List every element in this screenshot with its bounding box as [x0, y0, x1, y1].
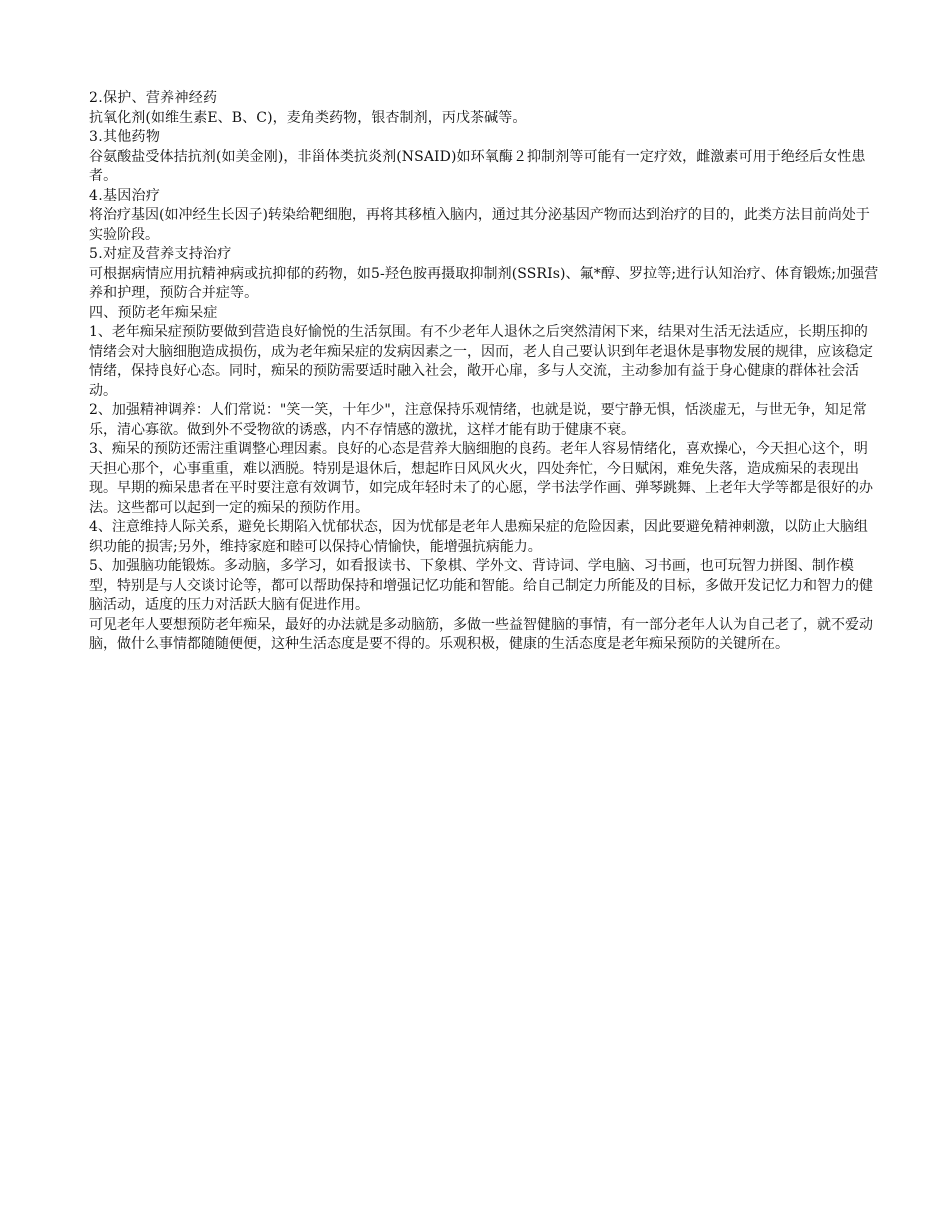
section-heading-supportive-treatment: 5.对症及营养支持治疗	[89, 246, 232, 262]
paragraph-prevention-2: 2、加强精神调养：人们常说："笑一笑，十年少"，注意保持乐观情绪，也就是说，要宁静无惧，恬淡虚无，与世无争，知足常乐，清心寡欲。做到外不受物欲的诱惑，内不存情感的激扰，这样才能有助于健康不衰。	[89, 402, 867, 438]
paragraph-prevention-4: 4、注意维持人际关系，避免长期陷入忧郁状态，因为忧郁是老年人患痴呆症的危险因素，因此要避免精神刺激，以防止大脑组织功能的损害;另外，维持家庭和睦可以保持心情愉快，能增强抗病能力。	[89, 519, 868, 555]
paragraph-prevention-1: 1、老年痴呆症预防要做到营造良好愉悦的生活氛围。有不少老年人退休之后突然清闲下来，结果对生活无法适应，长期压抑的情绪会对大脑细胞造成损伤，成为老年痴呆症的发病因素之一，因而，老人自己要认识到年老退休是事物发展的规律，应该稳定情绪，保持良好心态。同时，痴呆的预防需要适时融入社会，敞开心扉，多与人交流，主动参加有益于身心健康的群体社会活动。	[89, 324, 873, 399]
section-heading-neuro-drugs: 2.保护、营养神经药	[89, 90, 218, 106]
section-heading-gene-therapy: 4.基因治疗	[89, 187, 161, 204]
paragraph-conclusion: 可见老年人要想预防老年痴呆，最好的办法就是多动脑筋，多做一些益智健脑的事情，有一部分老年人认为自己老了，就不爱动脑，做什么事情都随随便便，这种生活态度是要不得的。乐观积极，健康的生活态度是老年痴呆预防的关键所在。	[89, 616, 873, 652]
paragraph-supportive-treatment: 可根据病情应用抗精神病或抗抑郁的药物，如5-羟色胺再摄取抑制剂(SSRIs)、氟*醇、罗拉等;进行认知治疗、体育锻炼;加强营养和护理，预防合并症等。	[89, 265, 879, 301]
paragraph-other-drugs: 谷氨酸盐受体拮抗剂(如美金刚)，非甾体类抗炎剂(NSAID)如环氧酶２抑制剂等可能有一定疗效，雌激素可用于绝经后女性患者。	[89, 148, 866, 184]
document-page	[89, 89, 879, 655]
paragraph-antioxidants: 抗氧化剂(如维生素E、B、C)，麦角类药物，银杏制剂，丙戊茶碱等。	[89, 109, 527, 126]
paragraph-gene-therapy: 将治疗基因(如冲经生长因子)转染给靶细胞，再将其移植入脑内，通过其分泌基因产物而达到治疗的目的，此类方法目前尚处于实验阶段。	[89, 207, 870, 243]
section-heading-other-drugs: 3.其他药物	[89, 129, 161, 145]
paragraph-prevention-3: 3、痴呆的预防还需注重调整心理因素。良好的心态是营养大脑细胞的良药。老年人容易情绪化，喜欢操心，今天担心这个，明天担心那个，心事重重，难以洒脱。特别是退休后，想起昨日风风火火，四处奔忙，今日赋闲，难免失落，造成痴呆的表现出现。早期的痴呆患者在平时要注意有效调节，如完成年轻时未了的心愿，学书法学作画、弹琴跳舞、上老年大学等都是很好的办法。这些都可以起到一定的痴呆的预防作用。	[89, 441, 873, 516]
section-heading-prevention: 四、预防老年痴呆症	[89, 304, 218, 321]
paragraph-prevention-5: 5、加强脑功能锻炼。多动脑，多学习，如看报读书、下象棋、学外文、背诗词、学电脑、习书画，也可玩智力拼图、制作模型，特别是与人交谈讨论等，都可以帮助保持和增强记忆功能和智能。给自己制定力所能及的目标，多做开发记忆力和智力的健脑活动，适度的压力对活跃大脑有促进作用。	[89, 558, 873, 613]
